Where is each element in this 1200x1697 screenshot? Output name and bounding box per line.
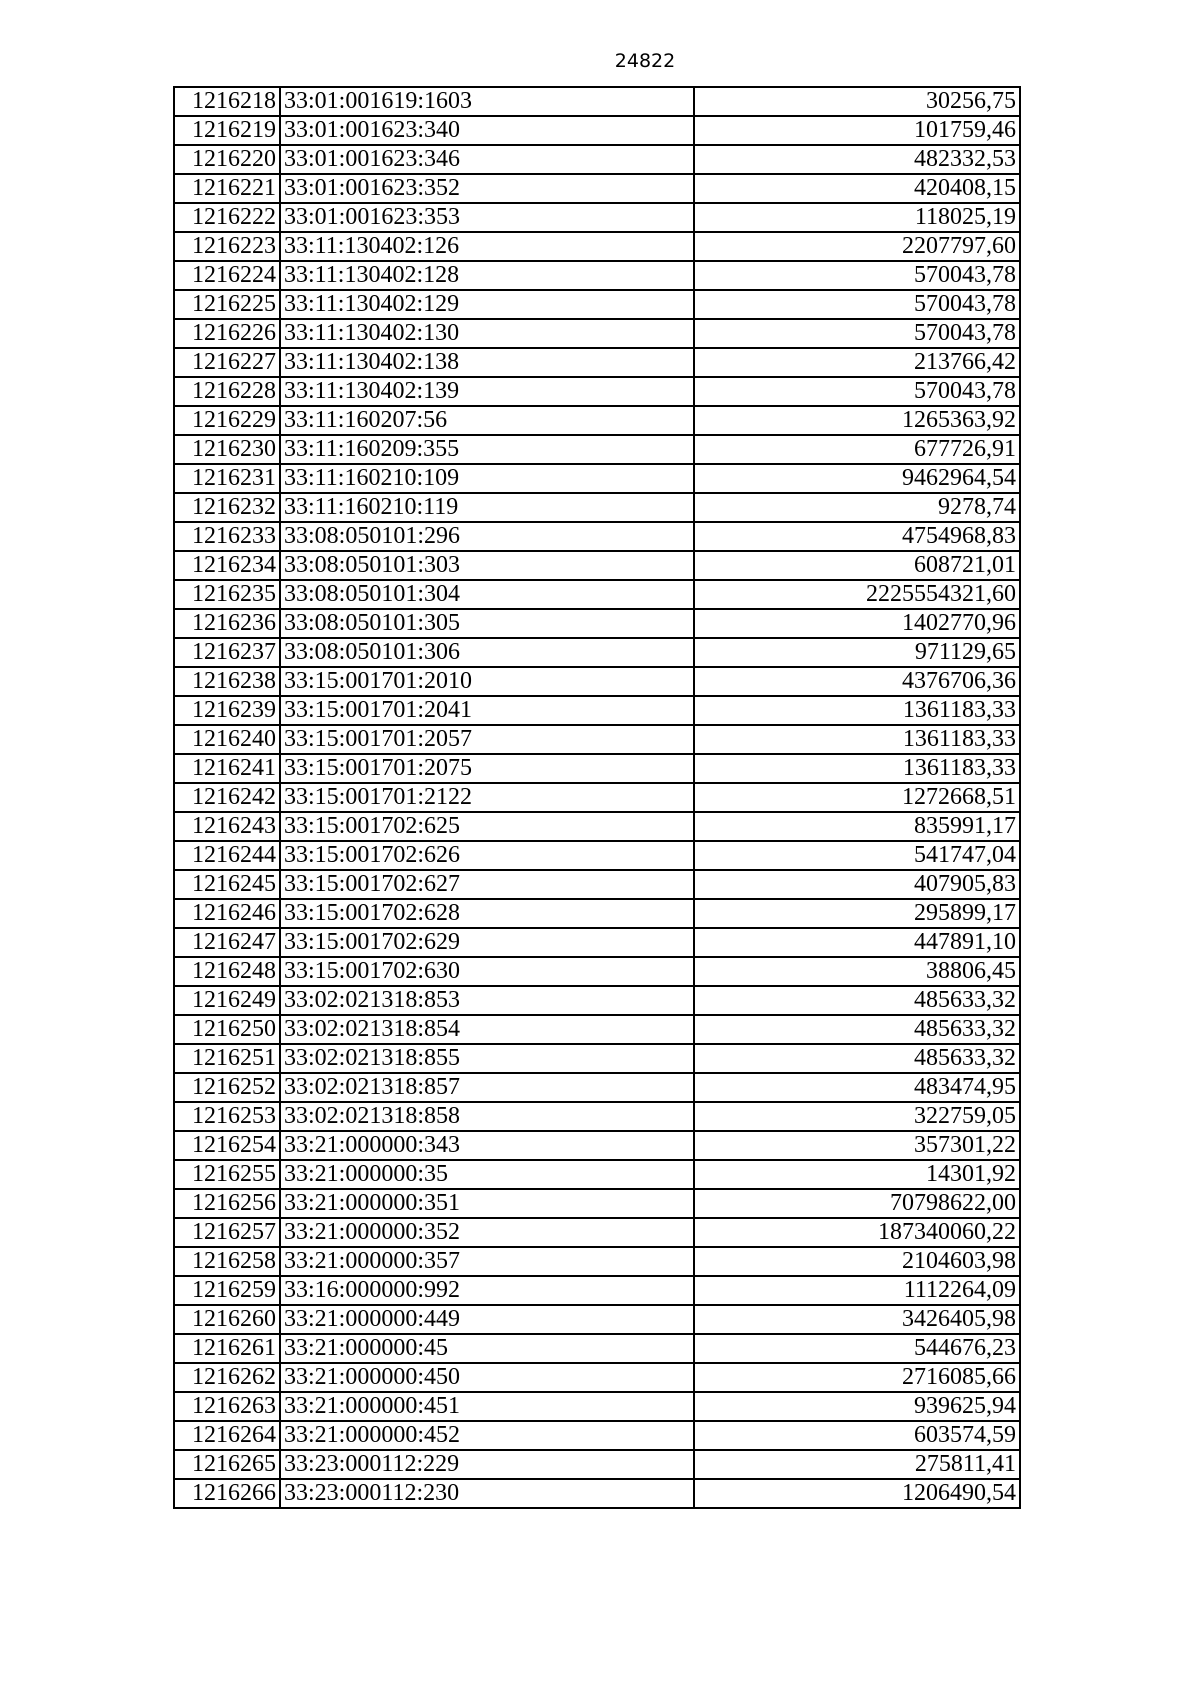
cadastral-number-cell: 33:11:130402:129 [280,290,694,319]
table-row [174,696,1020,725]
row-number-cell: 1216222 [174,203,280,232]
cadastral-number-cell: 33:01:001623:353 [280,203,694,232]
row-number-cell: 1216220 [174,145,280,174]
table-row [174,899,1020,928]
table-row [174,290,1020,319]
cadastral-value-cell: 482332,53 [694,145,1020,174]
cadastral-number-cell: 33:15:001702:626 [280,841,694,870]
cadastral-value-cell: 570043,78 [694,377,1020,406]
cadastral-value-cell: 1361183,33 [694,725,1020,754]
cadastral-value-cell: 38806,45 [694,957,1020,986]
cadastral-value-cell: 4376706,36 [694,667,1020,696]
row-number-cell: 1216236 [174,609,280,638]
table-row [174,580,1020,609]
cadastral-number-cell: 33:01:001619:1603 [280,87,694,116]
table-row [174,1334,1020,1363]
table-row [174,928,1020,957]
cadastral-number-cell: 33:21:000000:450 [280,1363,694,1392]
cadastral-number-cell: 33:11:130402:128 [280,261,694,290]
table-row [174,609,1020,638]
cadastral-number-cell: 33:02:021318:857 [280,1073,694,1102]
table-row [174,667,1020,696]
cadastral-number-cell: 33:01:001623:346 [280,145,694,174]
row-number-cell: 1216239 [174,696,280,725]
table-row [174,754,1020,783]
table-row [174,145,1020,174]
cadastral-value-cell: 14301,92 [694,1160,1020,1189]
cadastral-value-cell: 2104603,98 [694,1247,1020,1276]
cadastral-value-cell: 275811,41 [694,1450,1020,1479]
cadastral-number-cell: 33:15:001701:2075 [280,754,694,783]
table-row [174,464,1020,493]
cadastral-value-cell: 677726,91 [694,435,1020,464]
table-row [174,957,1020,986]
cadastral-value-cell: 101759,46 [694,116,1020,145]
cadastral-value-cell: 3426405,98 [694,1305,1020,1334]
row-number-cell: 1216244 [174,841,280,870]
row-number-cell: 1216238 [174,667,280,696]
row-number-cell: 1216252 [174,1073,280,1102]
table-row [174,232,1020,261]
table-row [174,1102,1020,1131]
row-number-cell: 1216240 [174,725,280,754]
cadastral-number-cell: 33:16:000000:992 [280,1276,694,1305]
row-number-cell: 1216256 [174,1189,280,1218]
table-row [174,1218,1020,1247]
cadastral-value-cell: 939625,94 [694,1392,1020,1421]
table-row [174,638,1020,667]
page-number: 24822 [614,50,676,72]
cadastral-number-cell: 33:11:130402:139 [280,377,694,406]
table-row [174,1044,1020,1073]
row-number-cell: 1216248 [174,957,280,986]
cadastral-value-cell: 407905,83 [694,870,1020,899]
cadastral-number-cell: 33:15:001701:2041 [280,696,694,725]
cadastral-number-cell: 33:15:001702:629 [280,928,694,957]
cadastral-value-cell: 485633,32 [694,1044,1020,1073]
cadastral-number-cell: 33:11:160207:56 [280,406,694,435]
table-row [174,348,1020,377]
cadastral-number-cell: 33:15:001702:628 [280,899,694,928]
cadastral-value-cell: 1361183,33 [694,754,1020,783]
cadastral-value-cell: 9462964,54 [694,464,1020,493]
cadastral-number-cell: 33:08:050101:296 [280,522,694,551]
cadastral-value-cell: 1112264,09 [694,1276,1020,1305]
row-number-cell: 1216261 [174,1334,280,1363]
row-number-cell: 1216234 [174,551,280,580]
cadastral-value-cell: 570043,78 [694,319,1020,348]
cadastral-value-cell: 483474,95 [694,1073,1020,1102]
table-row [174,1276,1020,1305]
cadastral-value-cell: 9278,74 [694,493,1020,522]
row-number-cell: 1216250 [174,1015,280,1044]
row-number-cell: 1216229 [174,406,280,435]
cadastral-number-cell: 33:21:000000:452 [280,1421,694,1450]
cadastral-number-cell: 33:15:001701:2057 [280,725,694,754]
cadastral-number-cell: 33:21:000000:357 [280,1247,694,1276]
cadastral-value-cell: 2716085,66 [694,1363,1020,1392]
cadastral-number-cell: 33:11:160210:109 [280,464,694,493]
cadastral-value-cell: 570043,78 [694,290,1020,319]
cadastral-number-cell: 33:21:000000:343 [280,1131,694,1160]
row-number-cell: 1216263 [174,1392,280,1421]
cadastral-number-cell: 33:15:001702:627 [280,870,694,899]
cadastral-number-cell: 33:02:021318:853 [280,986,694,1015]
cadastral-value-cell: 295899,17 [694,899,1020,928]
cadastral-number-cell: 33:15:001702:625 [280,812,694,841]
row-number-cell: 1216246 [174,899,280,928]
table-row [174,783,1020,812]
row-number-cell: 1216253 [174,1102,280,1131]
cadastral-number-cell: 33:08:050101:304 [280,580,694,609]
cadastral-value-cell: 541747,04 [694,841,1020,870]
cadastral-value-cell: 608721,01 [694,551,1020,580]
row-number-cell: 1216219 [174,116,280,145]
table-row [174,377,1020,406]
cadastral-value-cell: 971129,65 [694,638,1020,667]
cadastral-number-cell: 33:11:130402:130 [280,319,694,348]
row-number-cell: 1216258 [174,1247,280,1276]
row-number-cell: 1216233 [174,522,280,551]
row-number-cell: 1216260 [174,1305,280,1334]
table-row [174,406,1020,435]
table-row [174,203,1020,232]
cadastral-value-cell: 1402770,96 [694,609,1020,638]
table-row [174,870,1020,899]
table-row [174,261,1020,290]
cadastral-value-cell: 322759,05 [694,1102,1020,1131]
table-row [174,1363,1020,1392]
row-number-cell: 1216265 [174,1450,280,1479]
row-number-cell: 1216230 [174,435,280,464]
cadastral-value-cell: 1206490,54 [694,1479,1020,1508]
cadastral-number-cell: 33:02:021318:854 [280,1015,694,1044]
cadastral-value-cell: 70798622,00 [694,1189,1020,1218]
row-number-cell: 1216255 [174,1160,280,1189]
table-row [174,1450,1020,1479]
cadastral-value-cell: 2225554321,60 [694,580,1020,609]
table-row [174,319,1020,348]
cadastral-number-cell: 33:15:001701:2010 [280,667,694,696]
row-number-cell: 1216225 [174,290,280,319]
row-number-cell: 1216223 [174,232,280,261]
cadastral-number-cell: 33:15:001701:2122 [280,783,694,812]
row-number-cell: 1216235 [174,580,280,609]
cadastral-number-cell: 33:21:000000:45 [280,1334,694,1363]
cadastral-number-cell: 33:11:160209:355 [280,435,694,464]
row-number-cell: 1216243 [174,812,280,841]
cadastral-value-cell: 544676,23 [694,1334,1020,1363]
cadastral-value-cell: 187340060,22 [694,1218,1020,1247]
table-row [174,1131,1020,1160]
cadastral-value-cell: 213766,42 [694,348,1020,377]
table-row [174,87,1020,116]
cadastral-value-cell: 485633,32 [694,1015,1020,1044]
cadastral-value-table [173,86,1021,1509]
table-row [174,522,1020,551]
row-number-cell: 1216249 [174,986,280,1015]
table-row [174,1479,1020,1508]
table-row [174,812,1020,841]
cadastral-value-cell: 30256,75 [694,87,1020,116]
cadastral-number-cell: 33:15:001702:630 [280,957,694,986]
cadastral-number-cell: 33:02:021318:858 [280,1102,694,1131]
row-number-cell: 1216232 [174,493,280,522]
row-number-cell: 1216264 [174,1421,280,1450]
row-number-cell: 1216227 [174,348,280,377]
row-number-cell: 1216266 [174,1479,280,1508]
cadastral-number-cell: 33:01:001623:340 [280,116,694,145]
table-row [174,1305,1020,1334]
cadastral-value-cell: 835991,17 [694,812,1020,841]
table-row [174,493,1020,522]
row-number-cell: 1216237 [174,638,280,667]
cadastral-number-cell: 33:23:000112:230 [280,1479,694,1508]
table-row [174,435,1020,464]
cadastral-number-cell: 33:21:000000:35 [280,1160,694,1189]
cadastral-value-cell: 4754968,83 [694,522,1020,551]
row-number-cell: 1216259 [174,1276,280,1305]
row-number-cell: 1216231 [174,464,280,493]
cadastral-number-cell: 33:21:000000:449 [280,1305,694,1334]
row-number-cell: 1216218 [174,87,280,116]
row-number-cell: 1216251 [174,1044,280,1073]
row-number-cell: 1216247 [174,928,280,957]
table-row [174,1160,1020,1189]
cadastral-value-cell: 1272668,51 [694,783,1020,812]
cadastral-number-cell: 33:02:021318:855 [280,1044,694,1073]
cadastral-number-cell: 33:21:000000:351 [280,1189,694,1218]
row-number-cell: 1216221 [174,174,280,203]
table-row [174,1073,1020,1102]
cadastral-value-cell: 420408,15 [694,174,1020,203]
cadastral-number-cell: 33:11:160210:119 [280,493,694,522]
cadastral-number-cell: 33:21:000000:451 [280,1392,694,1421]
row-number-cell: 1216245 [174,870,280,899]
cadastral-value-cell: 118025,19 [694,203,1020,232]
cadastral-number-cell: 33:08:050101:303 [280,551,694,580]
table-row [174,1015,1020,1044]
cadastral-value-cell: 357301,22 [694,1131,1020,1160]
table-row [174,116,1020,145]
cadastral-value-cell: 603574,59 [694,1421,1020,1450]
table-row [174,1247,1020,1276]
cadastral-number-cell: 33:21:000000:352 [280,1218,694,1247]
table-row [174,1392,1020,1421]
table-row [174,725,1020,754]
cadastral-number-cell: 33:11:130402:126 [280,232,694,261]
row-number-cell: 1216254 [174,1131,280,1160]
cadastral-value-cell: 447891,10 [694,928,1020,957]
cadastral-number-cell: 33:23:000112:229 [280,1450,694,1479]
cadastral-value-cell: 570043,78 [694,261,1020,290]
cadastral-number-cell: 33:01:001623:352 [280,174,694,203]
row-number-cell: 1216262 [174,1363,280,1392]
table-row [174,174,1020,203]
cadastral-value-cell: 2207797,60 [694,232,1020,261]
cadastral-number-cell: 33:11:130402:138 [280,348,694,377]
table-row [174,1421,1020,1450]
cadastral-value-cell: 1265363,92 [694,406,1020,435]
table-row [174,986,1020,1015]
table-row [174,841,1020,870]
table-row [174,551,1020,580]
cadastral-number-cell: 33:08:050101:306 [280,638,694,667]
cadastral-number-cell: 33:08:050101:305 [280,609,694,638]
row-number-cell: 1216241 [174,754,280,783]
row-number-cell: 1216228 [174,377,280,406]
row-number-cell: 1216226 [174,319,280,348]
row-number-cell: 1216257 [174,1218,280,1247]
cadastral-value-cell: 485633,32 [694,986,1020,1015]
table-body [174,87,1020,1508]
row-number-cell: 1216224 [174,261,280,290]
table-row [174,1189,1020,1218]
cadastral-value-cell: 1361183,33 [694,696,1020,725]
row-number-cell: 1216242 [174,783,280,812]
